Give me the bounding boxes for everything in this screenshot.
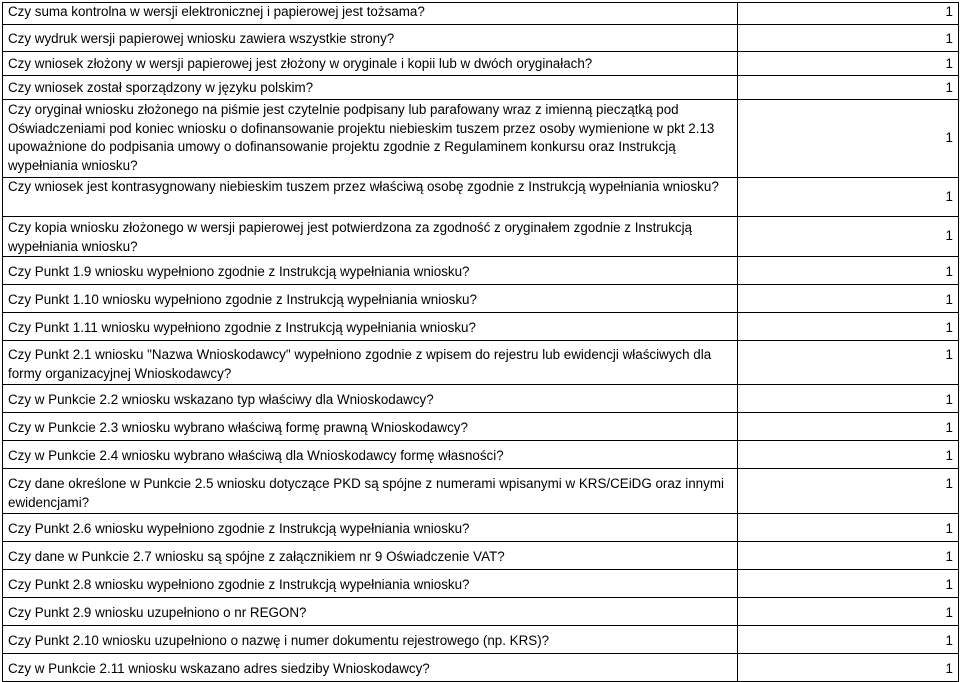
table-row: [3, 469, 959, 514]
score-cell: 1: [738, 217, 959, 257]
question-cell: Czy Punkt 2.10 wniosku uzupełniono o nazwę i numer dokumentu rejestrowego (np. KRS)?: [3, 626, 738, 654]
question-cell: Czy Punkt 2.6 wniosku wypełniono zgodnie z Instrukcją wypełniania wniosku?: [3, 514, 738, 542]
score-cell: 1: [738, 413, 959, 441]
table-row: [3, 285, 959, 313]
question-cell: Czy Punkt 1.9 wniosku wypełniono zgodnie z Instrukcją wypełniania wniosku?: [3, 257, 738, 285]
table-row: [3, 570, 959, 598]
score-cell: 1: [738, 341, 959, 385]
score-cell: 1: [738, 3, 959, 25]
table-row: [3, 385, 959, 413]
score-cell: 1: [738, 285, 959, 313]
table-row: [3, 257, 959, 285]
table-row: [3, 25, 959, 52]
question-cell: Czy Punkt 2.8 wniosku wypełniono zgodnie z Instrukcją wypełniania wniosku?: [3, 570, 738, 598]
question-cell: Czy w Punkcie 2.11 wniosku wskazano adres siedziby Wnioskodawcy?: [3, 654, 738, 682]
score-cell: 1: [738, 570, 959, 598]
question-cell: Czy Punkt 2.1 wniosku "Nazwa Wnioskodawcy" wypełniono zgodnie z wpisem do rejestru lub ewidencji właściwych dla formy organizacyjnej Wnioskodawcy?: [3, 341, 738, 385]
question-cell: Czy Punkt 1.11 wniosku wypełniono zgodnie z Instrukcją wypełniania wniosku?: [3, 313, 738, 341]
table-row: [3, 313, 959, 341]
score-cell: 1: [738, 514, 959, 542]
table-row: [3, 441, 959, 469]
question-cell: Czy wydruk wersji papierowej wniosku zawiera wszystkie strony?: [3, 25, 738, 52]
question-cell: Czy w Punkcie 2.4 wniosku wybrano właściwą dla Wnioskodawcy formę własności?: [3, 441, 738, 469]
score-cell: 1: [738, 654, 959, 682]
table-row: [3, 52, 959, 76]
score-cell: 1: [738, 76, 959, 100]
score-cell: 1: [738, 52, 959, 76]
table-row: [3, 76, 959, 100]
score-cell: 1: [738, 385, 959, 413]
score-cell: 1: [738, 469, 959, 514]
question-cell: Czy w Punkcie 2.2 wniosku wskazano typ właściwy dla Wnioskodawcy?: [3, 385, 738, 413]
table-row: [3, 100, 959, 178]
table-row: [3, 341, 959, 385]
question-cell: Czy dane określone w Punkcie 2.5 wniosku dotyczące PKD są spójne z numerami wpisanymi w KRS/CEiDG oraz innymi ewidencjami?: [3, 469, 738, 514]
question-cell: Czy wniosek został sporządzony w języku polskim?: [3, 76, 738, 100]
question-cell: Czy suma kontrolna w wersji elektronicznej i papierowej jest tożsama?: [3, 3, 738, 25]
score-cell: 1: [738, 313, 959, 341]
question-cell: Czy kopia wniosku złożonego w wersji papierowej jest potwierdzona za zgodność z oryginałem zgodnie z Instrukcją wypełniania wniosku?: [3, 217, 738, 257]
table-row: [3, 514, 959, 542]
score-cell: 1: [738, 100, 959, 178]
checklist-table: [2, 2, 959, 682]
score-cell: 1: [738, 441, 959, 469]
question-cell: Czy oryginał wniosku złożonego na piśmie jest czytelnie podpisany lub parafowany wraz z imienną pieczątką pod Oświadczeniami pod koniec wniosku o dofinansowanie projektu niebieskim tuszem przez osoby wymienione w pkt 2.13 upoważnione do podpisania umowy o dofinansowanie projektu zgodnie z Regulaminem konkursu oraz Instrukcją wypełniania wniosku?: [3, 100, 738, 178]
question-cell: Czy dane w Punkcie 2.7 wniosku są spójne z załącznikiem nr 9 Oświadczenie VAT?: [3, 542, 738, 570]
table-row: [3, 413, 959, 441]
question-cell: Czy wniosek złożony w wersji papierowej jest złożony w oryginale i kopii lub w dwóch oryginałach?: [3, 52, 738, 76]
table-row: [3, 598, 959, 626]
question-cell: Czy wniosek jest kontrasygnowany niebieskim tuszem przez właściwą osobę zgodnie z Instrukcją wypełniania wniosku?: [3, 178, 738, 217]
table-row: [3, 3, 959, 25]
question-cell: Czy Punkt 1.10 wniosku wypełniono zgodnie z Instrukcją wypełniania wniosku?: [3, 285, 738, 313]
score-cell: 1: [738, 257, 959, 285]
question-cell: Czy Punkt 2.9 wniosku uzupełniono o nr REGON?: [3, 598, 738, 626]
score-cell: 1: [738, 25, 959, 52]
score-cell: 1: [738, 542, 959, 570]
score-cell: 1: [738, 598, 959, 626]
table-row: [3, 654, 959, 682]
table-row: [3, 626, 959, 654]
table-row: [3, 542, 959, 570]
table-row: [3, 178, 959, 217]
score-cell: 1: [738, 626, 959, 654]
table-row: [3, 217, 959, 257]
score-cell: 1: [738, 178, 959, 217]
question-cell: Czy w Punkcie 2.3 wniosku wybrano właściwą formę prawną Wnioskodawcy?: [3, 413, 738, 441]
